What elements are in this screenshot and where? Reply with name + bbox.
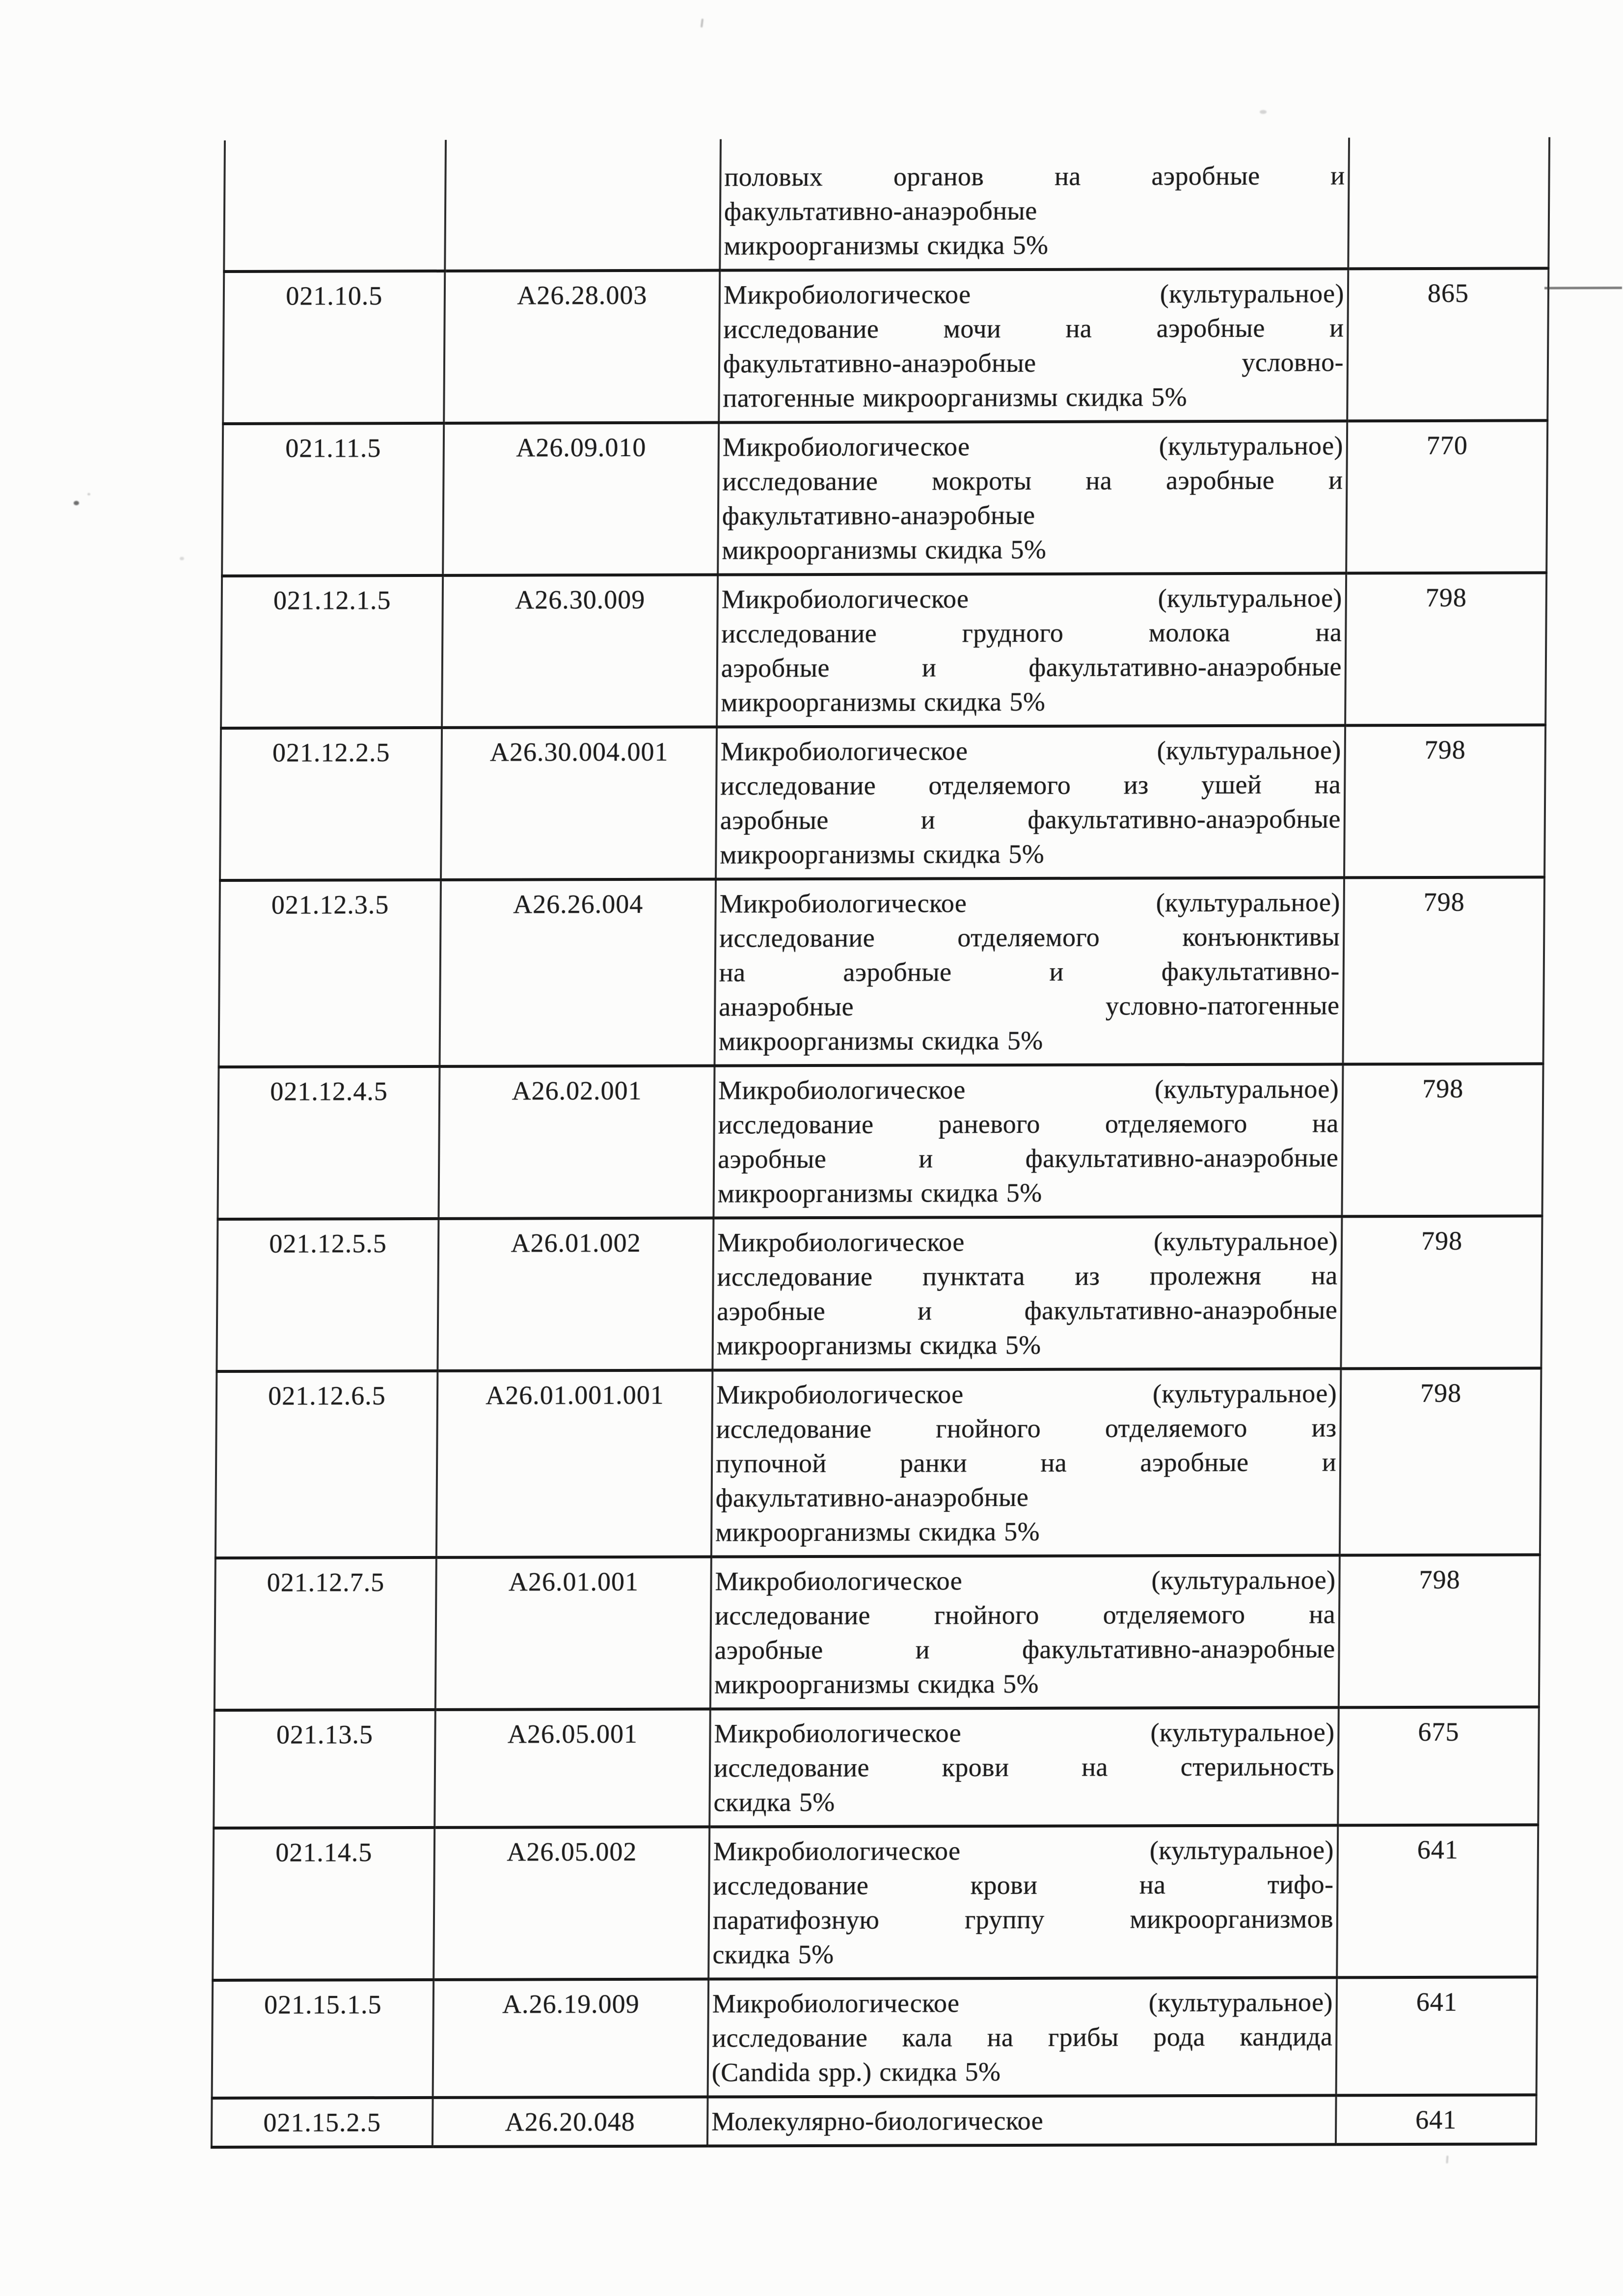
cell-description (707, 2095, 1336, 2146)
scan-line-bleed (1544, 287, 1622, 290)
table-row (224, 137, 1549, 272)
table-row (223, 268, 1548, 424)
cell-description (709, 1707, 1339, 1827)
description-line: микроорганизмы скидка 5% (718, 1025, 1043, 1056)
description-line: исследование грудного молока на (721, 617, 1342, 649)
cell-description (713, 1064, 1343, 1218)
cell-item-code: 021.11.5 (222, 423, 444, 576)
description-line: (Candida spp.) скидка 5% (711, 2057, 1001, 2087)
description-line: микроорганизмы скидка 5% (724, 230, 1049, 261)
cell-price: 798 (1339, 1555, 1540, 1707)
cell-service-code: А26.09.010 (443, 423, 719, 575)
description-line: Микробиологическое (культуральное) (714, 1717, 1335, 1749)
description-line: микроорганизмы скидка 5% (722, 534, 1047, 565)
cell-service-code: А26.02.001 (438, 1066, 714, 1219)
description-line: скидка 5% (712, 1939, 834, 1969)
cell-description (718, 421, 1347, 574)
cell-item-code: 021.12.1.5 (221, 575, 443, 728)
description-line: на аэробные и факультативно- (719, 956, 1340, 987)
scan-speck (74, 501, 79, 505)
description-line: исследование раневого отделяемого на (718, 1108, 1339, 1140)
cell-service-code: А26.30.009 (442, 575, 718, 728)
description-line: исследование кала на грибы рода кандида (712, 2022, 1333, 2053)
description-line: патогенные микроорганизмы скидка 5% (723, 382, 1188, 413)
description-line: исследование отделяемого конъюнктивы (719, 922, 1340, 953)
description-line: Микробиологическое (культуральное) (722, 431, 1344, 462)
description-line: паратифозную группу микроорганизмов (712, 1904, 1334, 1935)
cell-item-code: 021.15.1.5 (212, 1980, 434, 2098)
cell-service-code: А26.26.004 (439, 879, 716, 1066)
description-line: аэробные и факультативно-анаэробные (716, 1295, 1338, 1326)
description-line: факультативно-анаэробные (722, 500, 1035, 531)
cell-service-code: А26.01.001.001 (436, 1370, 713, 1558)
description-line: аэробные и факультативно-анаэробные (720, 804, 1341, 835)
description-line: Микробиологическое (культуральное) (716, 1378, 1337, 1410)
cell-item-code: 021.14.5 (213, 1828, 434, 1980)
table-row (220, 725, 1545, 880)
scan-speck (87, 493, 90, 495)
scan-speck (180, 557, 184, 560)
cell-price: 641 (1336, 1977, 1538, 2095)
cell-item-code: 021.12.5.5 (216, 1219, 438, 1371)
cell-description (720, 137, 1349, 270)
cell-price: 865 (1347, 268, 1548, 421)
cell-price: 798 (1340, 1368, 1542, 1555)
description-line: Микробиологическое (культуральное) (721, 583, 1343, 614)
cell-service-code: А26.05.001 (434, 1709, 710, 1828)
description-line: факультативно-анаэробные (724, 195, 1037, 226)
cell-service-code (445, 139, 721, 271)
cell-price: 770 (1346, 420, 1547, 573)
description-line: исследование гнойного отделяемого из (716, 1413, 1337, 1444)
cell-price: 798 (1344, 725, 1545, 877)
description-line: микроорганизмы скидка 5% (720, 839, 1045, 870)
description-line: скидка 5% (713, 1787, 835, 1817)
table-row (214, 1707, 1539, 1828)
table-row (213, 1825, 1538, 1980)
cell-price: 641 (1336, 2095, 1537, 2144)
cell-item-code: 021.12.6.5 (216, 1371, 438, 1558)
description-line: Молекулярно-биологическое (711, 2105, 1044, 2136)
cell-service-code: А26.05.002 (433, 1827, 709, 1980)
table-row (216, 1368, 1542, 1558)
cell-description (712, 1216, 1342, 1370)
scan-speck (701, 19, 703, 27)
description-line: исследование крови на тифо- (713, 1869, 1334, 1901)
cell-description (708, 1977, 1337, 2097)
description-line: микроорганизмы скидка 5% (717, 1177, 1042, 1208)
scan-speck (1260, 110, 1267, 114)
cell-description (715, 877, 1345, 1066)
description-line: аэробные и факультативно-анаэробные (714, 1634, 1335, 1665)
description-line: Микробиологическое (культуральное) (713, 1835, 1334, 1866)
cell-service-code: А26.01.002 (437, 1218, 713, 1371)
description-line: исследование гнойного отделяемого на (714, 1599, 1336, 1631)
cell-description (708, 1825, 1338, 1979)
description-line: исследование отделяемого из ушей на (720, 769, 1341, 801)
cell-service-code: А.26.19.009 (433, 1979, 709, 2098)
cell-price: 641 (1337, 1825, 1538, 1977)
cell-price: 798 (1343, 877, 1545, 1064)
description-line: факультативно-анаэробные (715, 1482, 1029, 1513)
cell-description (716, 725, 1345, 879)
cell-price: 675 (1338, 1707, 1539, 1825)
description-line: Микробиологическое (культуральное) (719, 887, 1340, 919)
description-line: исследование мокроты на аэробные и (722, 465, 1343, 496)
cell-price: 798 (1341, 1216, 1542, 1368)
cell-price: 798 (1345, 573, 1546, 725)
table-row (218, 877, 1544, 1067)
cell-description (711, 1368, 1341, 1557)
table-row (217, 1064, 1543, 1219)
cell-item-code (224, 140, 446, 272)
table-row (216, 1216, 1542, 1371)
cell-description (710, 1555, 1340, 1709)
description-line: микроорганизмы скидка 5% (721, 686, 1046, 717)
cell-item-code: 021.10.5 (223, 271, 445, 424)
cell-item-code: 021.12.7.5 (215, 1558, 436, 1710)
table-row (215, 1555, 1540, 1710)
cell-item-code: 021.12.2.5 (220, 728, 442, 880)
description-line: микроорганизмы скидка 5% (716, 1330, 1041, 1361)
description-line: аэробные и факультативно-анаэробные (718, 1143, 1339, 1174)
description-line: аэробные и факультативно-анаэробные (721, 652, 1342, 683)
cell-price (1348, 137, 1549, 269)
cell-price: 798 (1342, 1064, 1543, 1216)
description-line: половых органов на аэробные и (724, 161, 1345, 192)
table-row (222, 420, 1547, 576)
cell-item-code: 021.12.3.5 (218, 880, 441, 1067)
cell-item-code: 021.12.4.5 (217, 1066, 439, 1219)
description-line: микроорганизмы скидка 5% (715, 1516, 1040, 1547)
scan-speck (1446, 2156, 1448, 2163)
cell-service-code: А26.20.048 (433, 2097, 708, 2147)
description-line: исследование пунктата из пролежня на (717, 1260, 1338, 1292)
cell-service-code: А26.28.003 (444, 271, 720, 423)
description-line: Микробиологическое (культуральное) (717, 1226, 1338, 1257)
description-line: микроорганизмы скидка 5% (714, 1668, 1039, 1699)
description-line: исследование крови на стерильность (713, 1751, 1335, 1783)
description-line: Микробиологическое (культуральное) (718, 1074, 1339, 1105)
description-line: исследование мочи на аэробные и (723, 313, 1344, 344)
services-price-table (211, 137, 1550, 2149)
description-line: Микробиологическое (культуральное) (720, 735, 1341, 766)
description-line: Микробиологическое (культуральное) (715, 1565, 1336, 1596)
description-line: факультативно-анаэробные условно- (723, 347, 1344, 379)
table-row (212, 1977, 1538, 2098)
cell-description (717, 573, 1346, 727)
description-line: анаэробные условно-патогенные (719, 990, 1340, 1022)
cell-item-code: 021.13.5 (214, 1710, 435, 1828)
description-line: Микробиологическое (культуральное) (723, 278, 1345, 310)
table-row (221, 573, 1546, 728)
description-line: пупочной ранки на аэробные и (715, 1447, 1337, 1478)
cell-service-code: А26.01.001 (435, 1557, 711, 1710)
description-line: Микробиологическое (культуральное) (712, 1987, 1333, 2019)
cell-description (719, 269, 1348, 422)
cell-service-code: А26.30.004.001 (441, 727, 717, 880)
cell-item-code: 021.15.2.5 (212, 2098, 433, 2147)
table-row (212, 2095, 1537, 2147)
